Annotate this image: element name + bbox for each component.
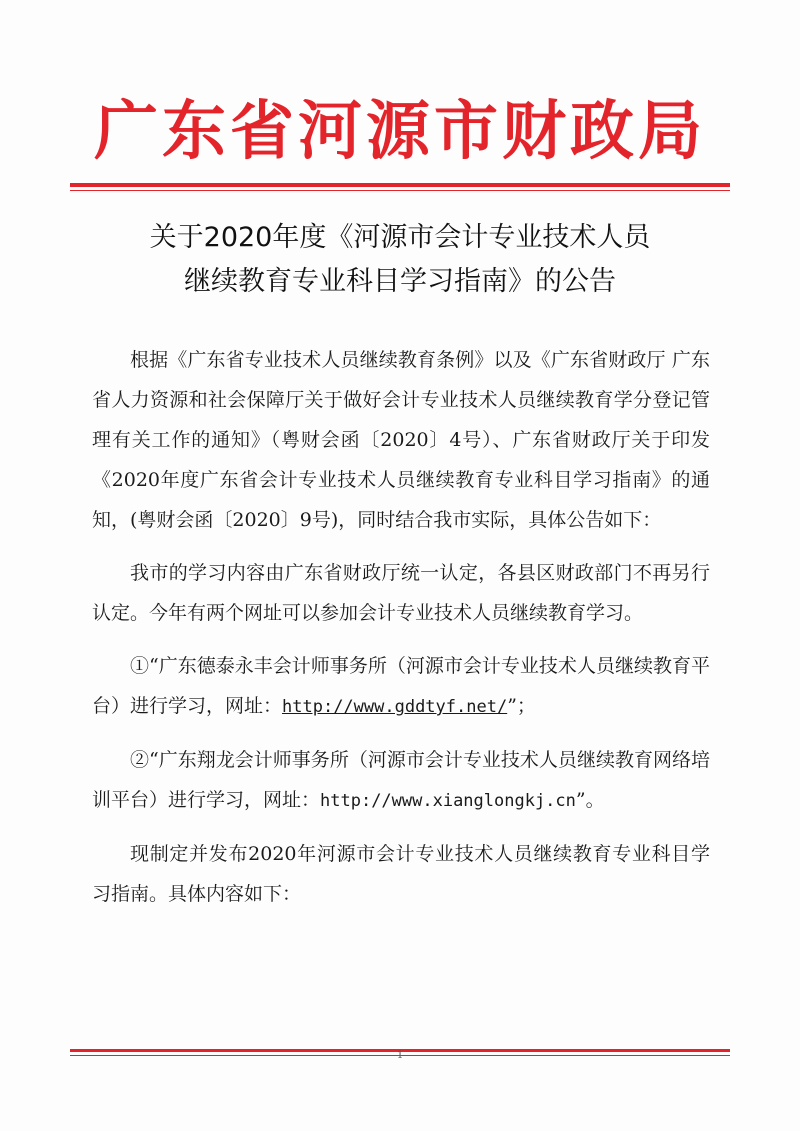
body-list-item-1-suffix: ”； [507, 695, 536, 717]
body-list-item-2-text: ②“广东翔龙会计师事务所（河源市会计专业技术人员继续教育网络培训平台）进行学习，网址： [92, 749, 710, 811]
document-body [92, 340, 710, 927]
page-number [0, 1050, 800, 1062]
body-list-item-2 [92, 740, 710, 821]
gddtyf-link[interactable]: http://www.gddtyf.net/ [282, 697, 508, 717]
letterhead-rule-thin [70, 190, 730, 191]
body-paragraph-websites-intro: 我市的学习内容由广东省财政厅统一认定，各县区财政部门不再另行认定。今年有两个网址可以参加会计专业技术人员继续教育学习。 [92, 562, 710, 624]
document-title-line-2: 继续教育专业科目学习指南》的公告 [184, 266, 616, 297]
document-title [0, 216, 800, 304]
letterhead-rule-thick [70, 183, 730, 187]
body-paragraph-basis: 根据《广东省专业技术人员继续教育条例》以及《广东省财政厅 广东省人力资源和社会保障厅关于做好会计专业技术人员继续教育学分登记管理有关工作的通知》（粤财会函〔2020〕4号）、广东省财政厅关于印发《2020年度广东省会计专业技术人员继续教育专业科目学习指南》的通知，(粤财会函〔2020〕9号)，同时结合我市实际，具体公告如下： [92, 349, 710, 531]
document-title-line-1: 关于2020年度《河源市会计专业技术人员 [149, 222, 651, 253]
body-list-item-2-suffix: ”。 [575, 789, 605, 811]
body-list-item-1 [92, 646, 710, 727]
xianglongkj-link[interactable]: http://www.xianglongkj.cn [320, 791, 576, 811]
body-paragraph-guide: 现制定并发布2020年河源市会计专业技术人员继续教育专业科目学习指南。具体内容如下： [92, 843, 710, 905]
body-list-item-1-text: ①“广东德泰永丰会计师事务所（河源市会计专业技术人员继续教育平台）进行学习，网址： [92, 655, 710, 717]
footer-rule-thin [70, 1055, 730, 1056]
letterhead-title: 广东省河源市财政局 [94, 94, 706, 169]
